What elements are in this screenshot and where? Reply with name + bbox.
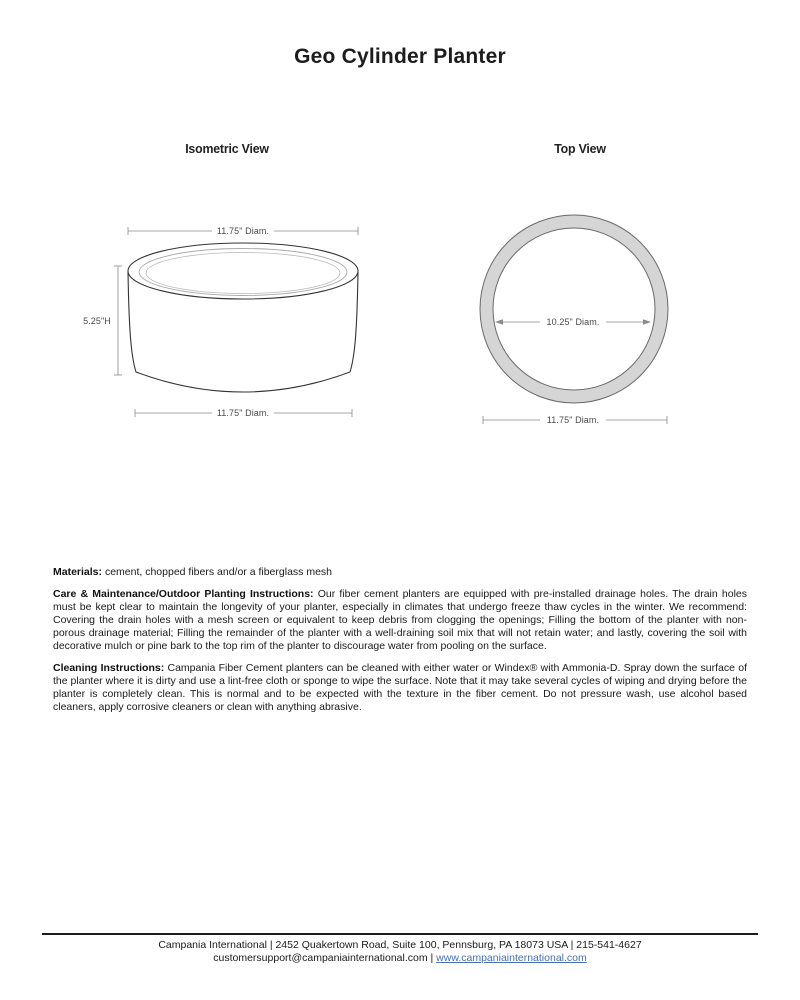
top-view-drawing: [480, 215, 668, 425]
top-view-label: Top View: [554, 141, 606, 156]
care-paragraph: [53, 588, 747, 653]
iso-height-label: 5.25"H: [83, 316, 111, 326]
materials-text: cement, chopped fibers and/or a fiberglass mesh: [104, 566, 332, 578]
iso-height-dimension-lines: [114, 266, 122, 375]
care-text: Our fiber cement planters are equipped with pre-installed drainage holes. The drain holes must be kept clear to maintain the longevity of your planter, especially in climates that undergo freeze thaw cycles in the winter. We recommend: Covering the drain holes with a mesh screen or equivalent to keep debris from clogging the openings; Filling the bottom of the planter with non-porous drainage material; Filling the remainder of the planter with a well-draining soil mix that will not retain water; and lastly, covering the soil with decorative mulch or pine bark to the top rim of the planter to discourage water from pooling on the surface.: [53, 588, 747, 652]
materials-label: Materials:: [53, 566, 103, 578]
footer-email: customersupport@campaniainternational.com: [213, 952, 428, 964]
instructions-section: [53, 566, 747, 723]
iso-top-diameter-label: 11.75" Diam.: [216, 226, 270, 236]
footer-divider: [42, 933, 758, 935]
footer-website-link[interactable]: www.campaniainternational.com: [436, 952, 587, 964]
isometric-drawing: [83, 226, 358, 418]
cleaning-text: Campania Fiber Cement planters can be cleaned with either water or Windex® with Ammonia-D. Spray down the surface of the planter where it is dirty and use a lint-free cloth or sponge to wipe the surface. Note that it may take several cycles of wiping and drying before the planter is completely clean. This is normal and to be expected with the texture in the fiber cement. Do not pressure wash, use alcohol based cleaners, apply corrosive cleaners or clean with anything abrasive.: [53, 662, 748, 713]
top-inner-diameter-label: 10.25" Diam.: [546, 317, 600, 327]
cylinder-top-rim-outer: [128, 243, 358, 299]
cleaning-paragraph: [53, 662, 747, 714]
cleaning-label: Cleaning Instructions:: [53, 662, 165, 674]
footer-address-line: Campania International | 2452 Quakertown Road, Suite 100, Pennsburg, PA 18073 USA | 215-541-4627: [158, 939, 642, 951]
care-label: Care & Maintenance/Outdoor Planting Instructions:: [53, 588, 314, 600]
page-title: Geo Cylinder Planter: [294, 45, 506, 69]
materials-paragraph: [53, 566, 747, 579]
footer-contact-line: [0, 952, 800, 965]
footer: [0, 939, 800, 965]
ring-inner-circle: [493, 228, 655, 390]
top-outer-diameter-label: 11.75" Diam.: [546, 415, 600, 425]
iso-bottom-diameter-label: 11.75" Diam.: [216, 408, 270, 418]
technical-drawings: [0, 190, 800, 440]
isometric-view-label: Isometric View: [185, 141, 269, 156]
footer-separator: |: [427, 952, 437, 964]
